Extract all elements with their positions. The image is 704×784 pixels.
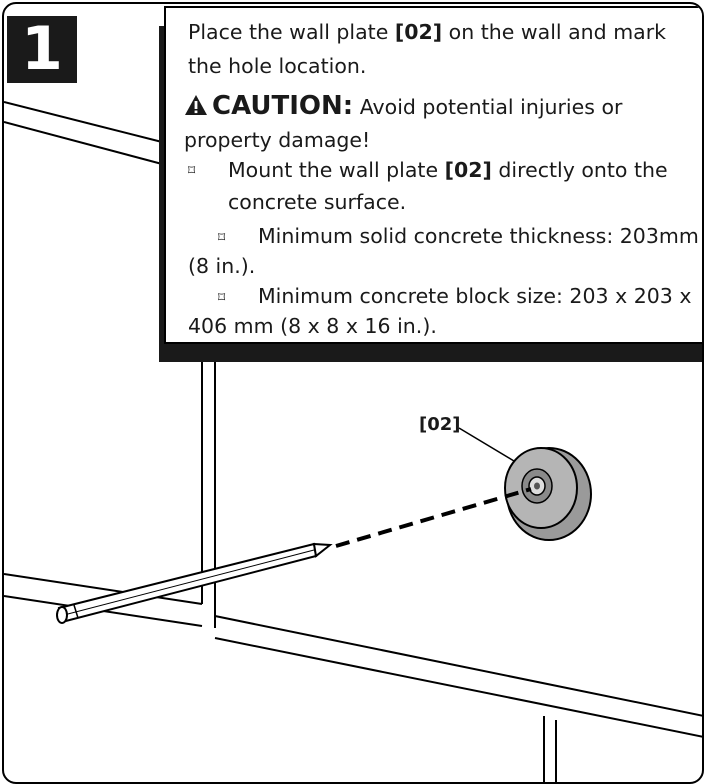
part-leader-line [459, 428, 514, 461]
step-number-badge: 1 [7, 16, 77, 83]
bullet-icon: ⌑ [188, 163, 196, 179]
pencil-icon [57, 544, 330, 623]
bullet-2-line-2: (8 in.). [188, 254, 256, 278]
instruction-panel [2, 2, 704, 784]
bullet-3-line-1: Minimum concrete block size: 203 x 203 x [258, 284, 692, 308]
instruction-line-2: the hole location. [188, 54, 367, 78]
bullet-3-line-2: 406 mm (8 x 8 x 16 in.). [188, 314, 437, 338]
part-label-02: [02] [419, 414, 461, 435]
instruction-callout [164, 6, 704, 344]
alignment-dashed-line [336, 489, 531, 546]
bullet-icon: ⌑ [218, 290, 226, 306]
instruction-line-1: Place the wall plate [02] on the wall and mark [188, 20, 667, 44]
bullet-1-line-2: concrete surface. [228, 190, 407, 214]
bullet-2-line-1: Minimum solid concrete thickness: 203mm [258, 224, 699, 248]
warning-triangle-icon [184, 94, 208, 116]
bullet-1-line-1: Mount the wall plate [02] directly onto the [228, 158, 668, 182]
bullet-icon: ⌑ [218, 230, 226, 246]
caution-heading: CAUTION: [212, 91, 354, 121]
caution-line-2: property damage! [184, 128, 371, 152]
caution-line-1: CAUTION: Avoid potential injuries or [184, 92, 622, 122]
